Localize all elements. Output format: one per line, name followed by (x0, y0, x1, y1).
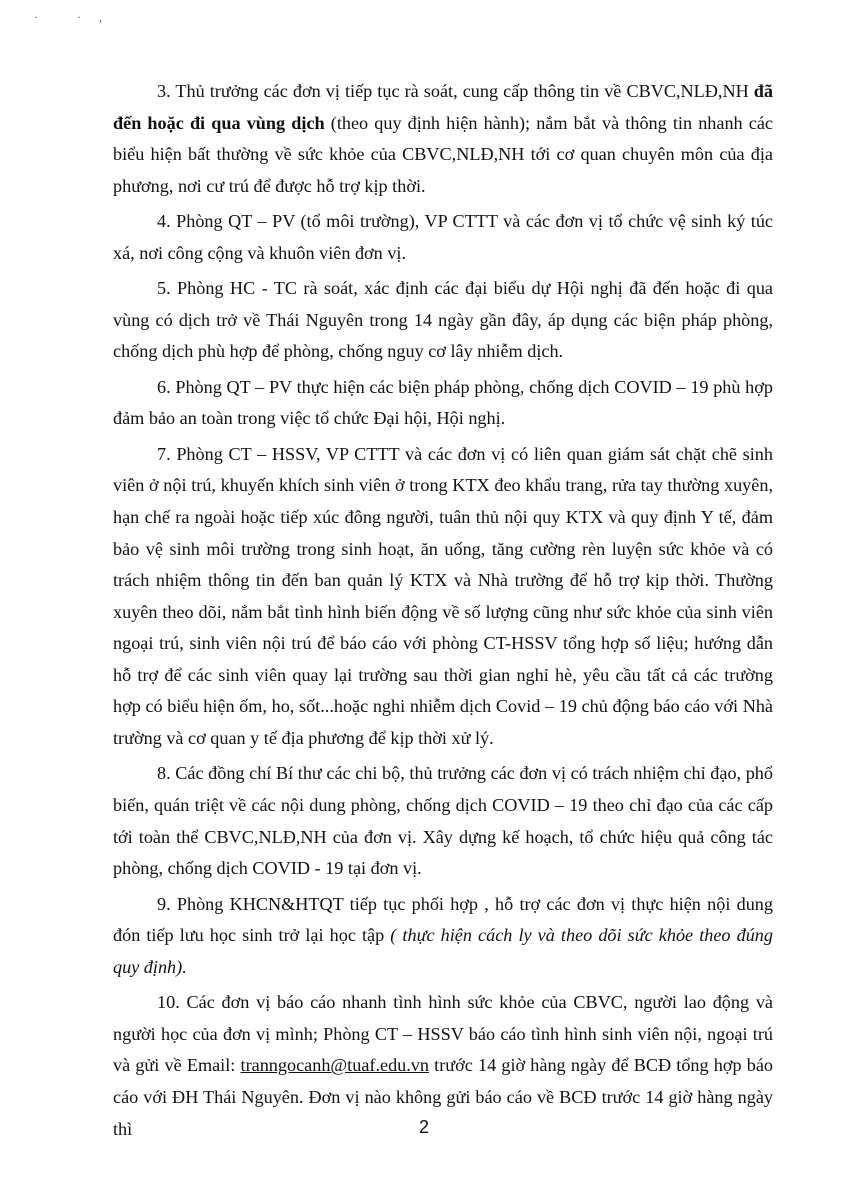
paragraph-3-text-start: 3. Thủ trưởng các đơn vị tiếp tục rà soát, cung cấp thông tin về CBVC,NLĐ,NH (157, 81, 754, 101)
paragraph-3-text-end: (theo quy định hiện hành); nắm bắt và thông tin nhanh các biểu hiện bất thường về sức khỏe của CBVC,NLĐ,NH tới cơ quan chuyên môn của địa phương, nơi cư trú để được hỗ trợ kịp thời. (113, 112, 773, 196)
paragraph-6: 6. Phòng QT – PV thực hiện các biện pháp phòng, chống dịch COVID – 19 phù hợp đảm bảo an toàn trong việc tổ chức Đại hội, Hội nghị. (113, 376, 773, 429)
page-number: 2 (418, 1117, 429, 1137)
paragraph-3 (113, 76, 773, 202)
paragraph-3-bold-text: đã đến hoặc đi qua vùng dịch (113, 81, 773, 133)
scan-specks: · ·, (34, 10, 120, 24)
paragraph-10-text-end: trước 14 giờ hàng ngày để BCĐ tổng hợp báo cáo với ĐH Thái Nguyên. Đơn vị nào không gửi báo cáo về BCĐ trước 14 giờ hàng ngày thì (113, 1055, 774, 1139)
paragraph-4: 4. Phòng QT – PV (tổ môi trường), VP CTTT và các đơn vị tổ chức vệ sinh ký túc xá, nơi công cộng và khuôn viên đơn vị. (113, 211, 773, 263)
paragraph-5: 5. Phòng HC - TC rà soát, xác định các đại biểu dự Hội nghị đã đến hoặc đi qua vùng có dịch trở về Thái Nguyên trong 14 ngày gần đây, áp dụng các biện pháp phòng, chống dịch phù hợp để phòng, chống nguy cơ lây nhiễm dịch. (113, 278, 773, 362)
paragraph-10-text-start: 10. Các đơn vị báo cáo nhanh tình hình sức khỏe của CBVC, người lao động và người học của đơn vị mình; Phòng CT – HSSV báo cáo tình hình sinh viên nội, ngoại trú và gửi về Email: (113, 992, 773, 1076)
paragraph-9 (113, 889, 773, 984)
paragraph-9-italic-text: ( thực hiện cách ly và theo dõi sức khỏe theo đúng quy định). (113, 925, 773, 977)
paragraph-9-text-start: 9. Phòng KHCN&HTQT tiếp tục phối hợp , hỗ trợ các đơn vị thực hiện nội dung đón tiếp lưu học sinh trở lại học tập (113, 893, 773, 946)
document-body (113, 76, 773, 1149)
email-link[interactable]: tranngocanh@tuaf.edu.vn (240, 1055, 429, 1076)
paragraph-8: 8. Các đồng chí Bí thư các chi bộ, thủ trưởng các đơn vị có trách nhiệm chỉ đạo, phổ biến, quán triệt về các nội dung phòng, chống dịch COVID – 19 theo chỉ đạo của các cấp tới toàn thể CBVC,NLĐ,NH của đơn vị. Xây dựng kế hoạch, tổ chức hiệu quả công tác phòng, chống dịch COVID - 19 tại đơn vị. (113, 763, 773, 879)
paragraph-7: 7. Phòng CT – HSSV, VP CTTT và các đơn vị có liên quan giám sát chặt chẽ sinh viên ở nội trú, khuyến khích sinh viên ở trong KTX đeo khẩu trang, rửa tay thường xuyên, hạn chế ra ngoài hoặc tiếp xúc đông người, tuân thủ nội quy KTX và quy định Y tế, đảm bảo vệ sinh môi trường trong sinh hoạt, ăn uống, tăng cường rèn luyện sức khỏe và có trách nhiệm thông tin đến ban quản lý KTX và Nhà trường để hỗ trợ kịp thời. Thường xuyên theo dõi, nắm bắt tình hình biến động về số lượng cũng như sức khỏe của sinh viên ngoại trú, sinh viên nội trú để báo cáo với phòng CT-HSSV tổng hợp số liệu; hướng dẫn hỗ trợ để các sinh viên quay lại trường sau thời gian nghỉ hè, yêu cầu tất cả các trường hợp có biểu hiện ốm, ho, sốt...hoặc nghi nhiễm dịch Covid – 19 chủ động báo cáo với Nhà trường và cơ quan y tế địa phương để kịp thời xử lý. (113, 443, 773, 749)
